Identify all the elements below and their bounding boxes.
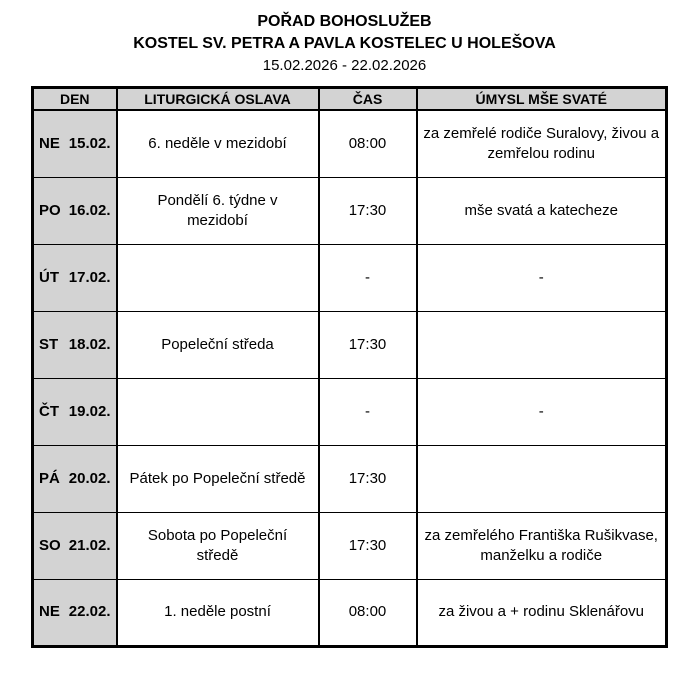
- celebration-cell: Pátek po Popeleční středě: [117, 445, 319, 512]
- day-cell: [33, 311, 117, 378]
- intention-cell: [417, 311, 667, 378]
- table-row-thursday-19: [33, 378, 667, 445]
- day-cell: [33, 445, 117, 512]
- column-header-intention: ÚMYSL MŠE SVATÉ: [417, 88, 667, 111]
- intention-cell: za zemřelé rodiče Suralovy, živou a zemřelou rodinu: [417, 110, 667, 177]
- table-row-sunday-15: [33, 110, 667, 177]
- celebration-cell: [117, 244, 319, 311]
- day-abbr: ST: [39, 335, 59, 353]
- table-row-sunday-22: [33, 579, 667, 646]
- time-cell: -: [319, 378, 417, 445]
- day-date: 20.02.: [68, 469, 111, 487]
- time-cell: 17:30: [319, 177, 417, 244]
- table-row-tuesday-17: [33, 244, 667, 311]
- column-header-celebration: LITURGICKÁ OSLAVA: [117, 88, 319, 111]
- table-row-friday-20: [33, 445, 667, 512]
- page-header: [0, 0, 689, 76]
- column-header-day: DEN: [33, 88, 117, 111]
- day-date: 21.02.: [68, 536, 111, 554]
- day-date: 18.02.: [68, 335, 111, 353]
- intention-cell: za zemřelého Františka Rušikvase, manželku a rodiče: [417, 512, 667, 579]
- church-name: KOSTEL SV. PETRA A PAVLA KOSTELEC U HOLEŠOVA: [133, 34, 556, 52]
- intention-cell: -: [417, 378, 667, 445]
- day-cell: [33, 110, 117, 177]
- table-row-saturday-21: [33, 512, 667, 579]
- time-cell: 17:30: [319, 512, 417, 579]
- celebration-cell: Sobota po Popeleční středě: [117, 512, 319, 579]
- day-date: 16.02.: [68, 201, 111, 219]
- time-cell: 17:30: [319, 311, 417, 378]
- day-cell: [33, 579, 117, 646]
- day-cell: [33, 244, 117, 311]
- intention-cell: [417, 445, 667, 512]
- schedule-table: [31, 86, 668, 648]
- day-abbr: NE: [39, 135, 60, 153]
- day-abbr: ÚT: [39, 268, 59, 286]
- day-abbr: PÁ: [39, 469, 60, 487]
- day-date: 22.02.: [68, 603, 111, 621]
- celebration-cell: Popeleční středa: [117, 311, 319, 378]
- intention-cell: -: [417, 244, 667, 311]
- celebration-cell: [117, 378, 319, 445]
- time-cell: 17:30: [319, 445, 417, 512]
- day-date: 15.02.: [68, 135, 111, 153]
- day-cell: [33, 177, 117, 244]
- day-cell: [33, 512, 117, 579]
- time-cell: -: [319, 244, 417, 311]
- day-cell: [33, 378, 117, 445]
- celebration-cell: 6. neděle v mezidobí: [117, 110, 319, 177]
- day-date: 17.02.: [68, 268, 111, 286]
- celebration-cell: Pondělí 6. týdne v mezidobí: [117, 177, 319, 244]
- page-title: POŘAD BOHOSLUŽEB: [257, 13, 432, 30]
- day-abbr: ČT: [39, 402, 59, 420]
- day-date: 19.02.: [68, 402, 111, 420]
- table-row-wednesday-18: [33, 311, 667, 378]
- table-header-row: [33, 88, 667, 111]
- date-range: 15.02.2026 - 22.02.2026: [262, 57, 427, 75]
- column-header-time: ČAS: [319, 88, 417, 111]
- day-abbr: PO: [39, 201, 61, 219]
- table-row-monday-16: [33, 177, 667, 244]
- day-abbr: SO: [39, 536, 61, 554]
- day-abbr: NE: [39, 603, 60, 621]
- time-cell: 08:00: [319, 110, 417, 177]
- intention-cell: za živou a + rodinu Sklenářovu: [417, 579, 667, 646]
- time-cell: 08:00: [319, 579, 417, 646]
- celebration-cell: 1. neděle postní: [117, 579, 319, 646]
- intention-cell: mše svatá a katecheze: [417, 177, 667, 244]
